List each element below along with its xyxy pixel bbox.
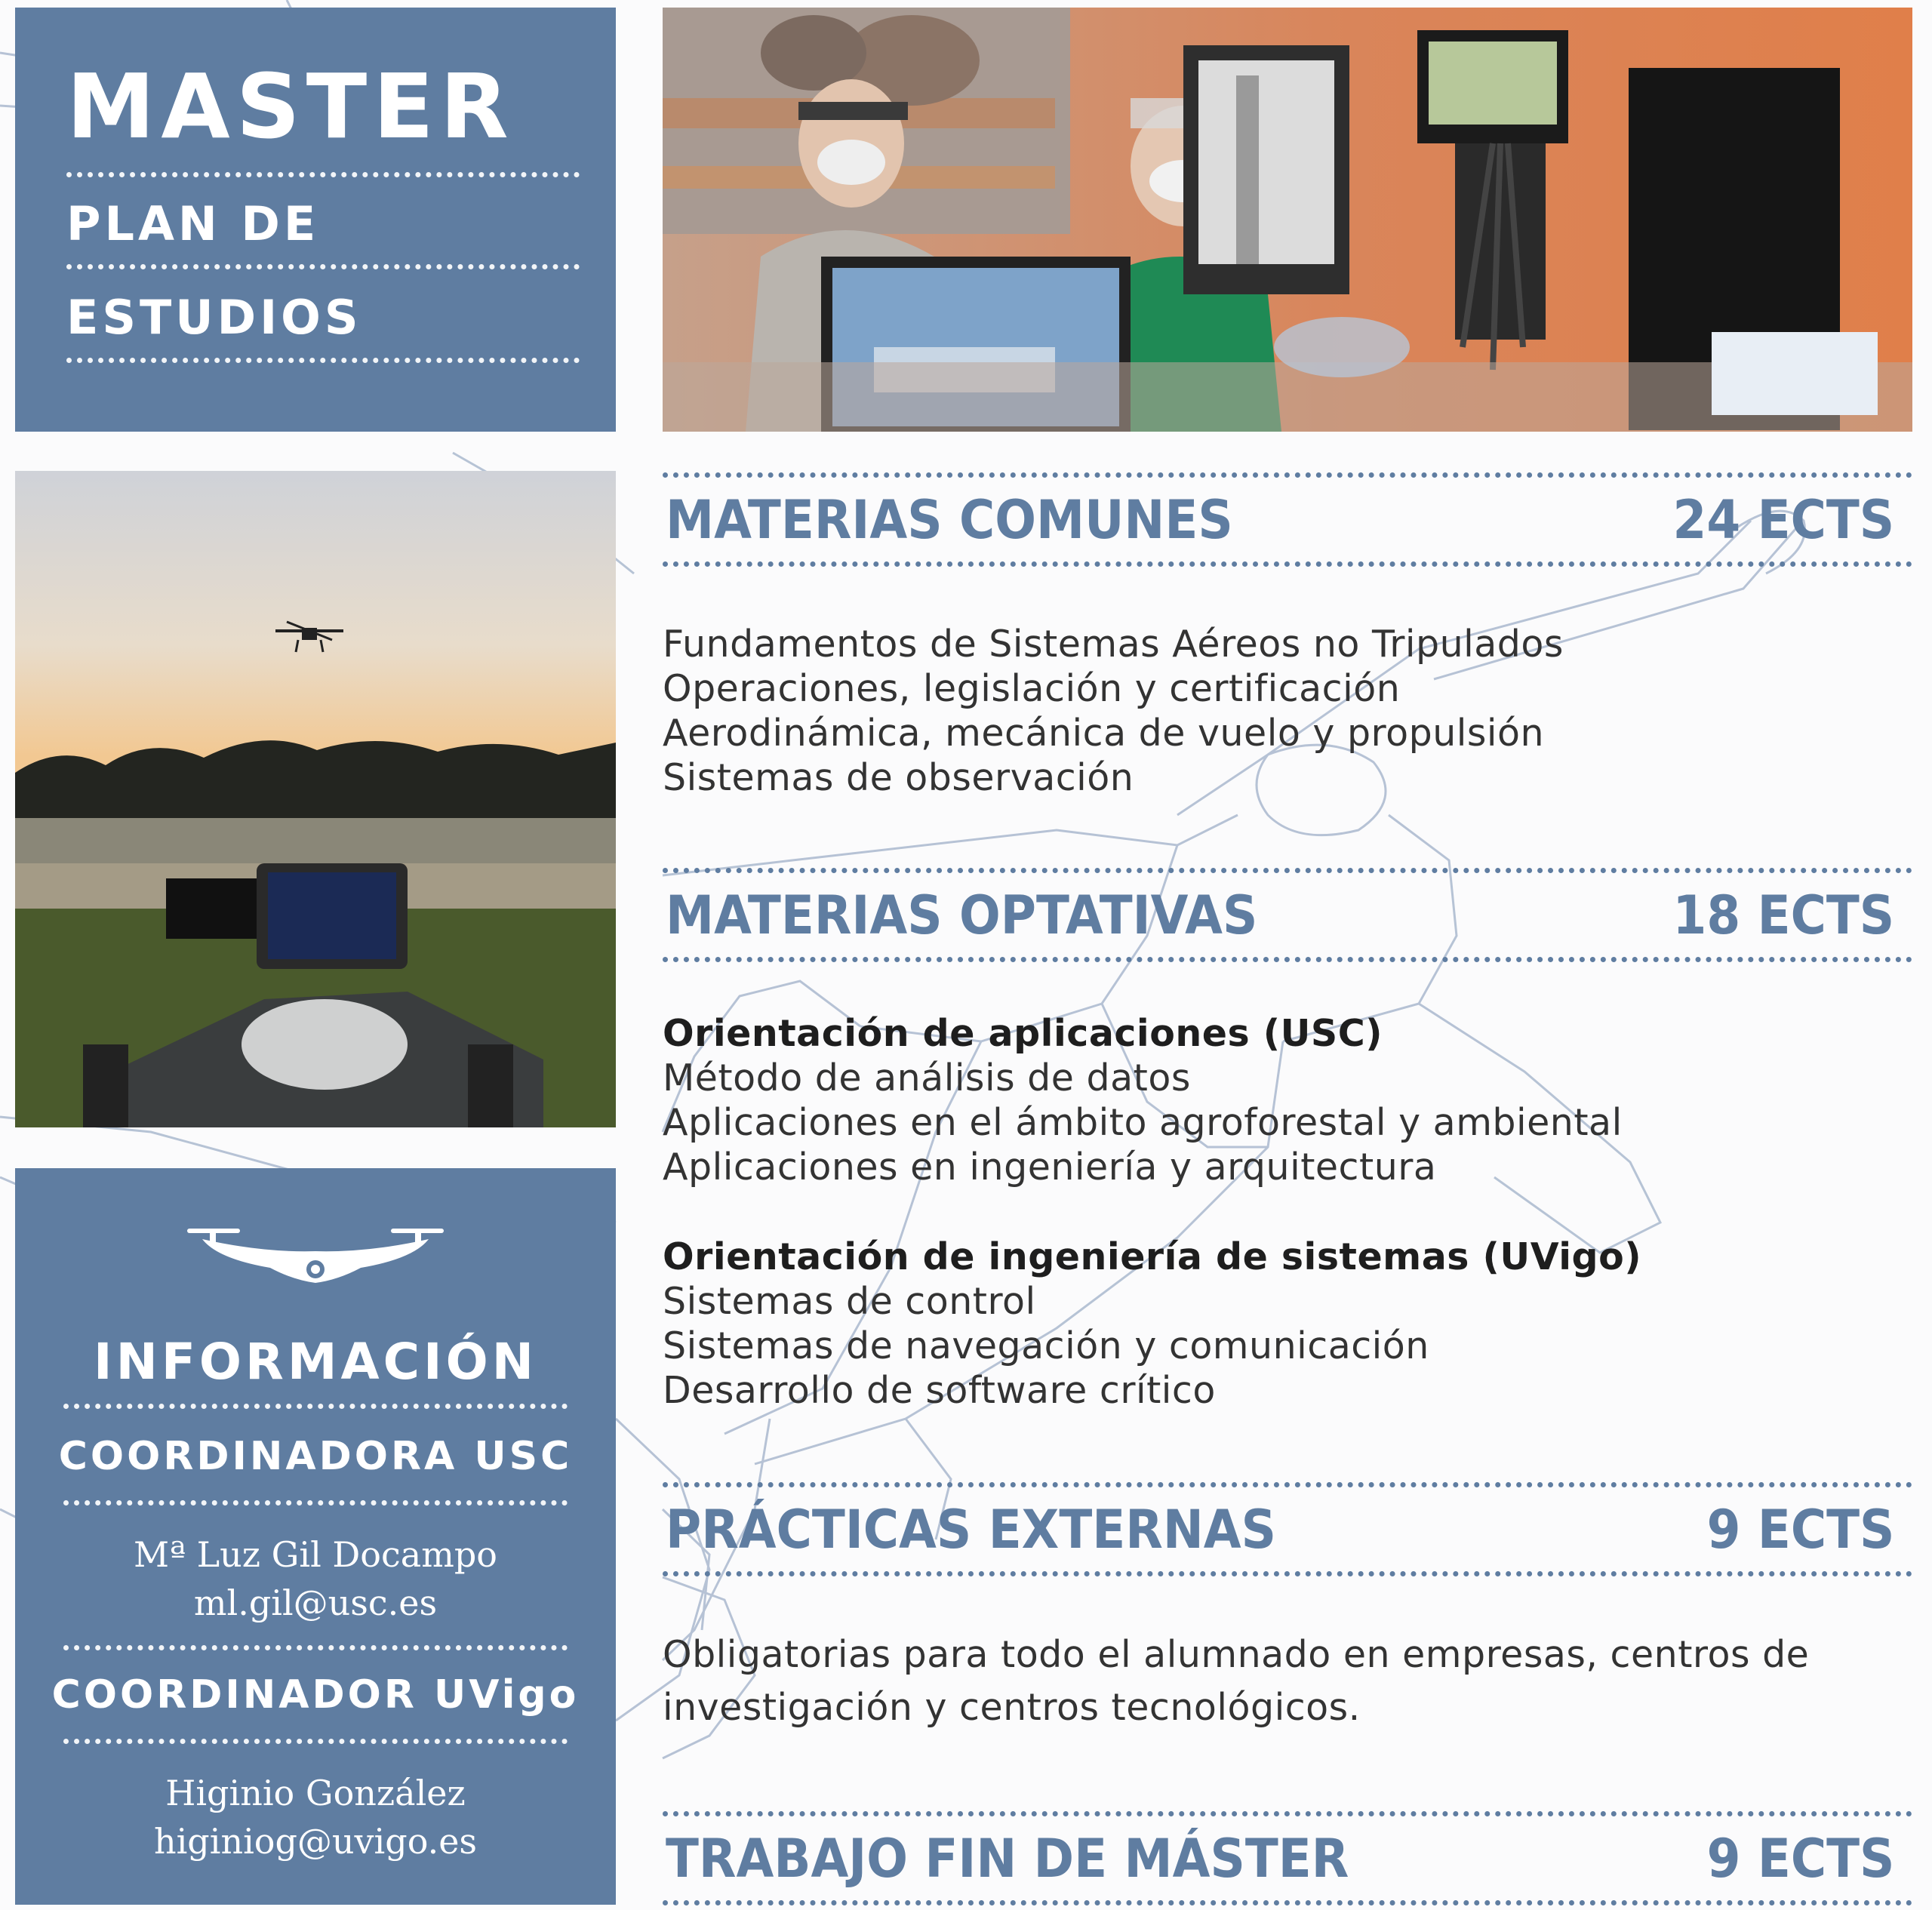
section-header-practicas [663, 1482, 1912, 1576]
course-list-optativas-usc [663, 1011, 1912, 1189]
drone-icon [187, 1220, 444, 1287]
divider [63, 1739, 568, 1744]
title-panel [15, 8, 616, 432]
list-item: Operaciones, legislación y certificación [663, 667, 1401, 710]
divider [663, 472, 1912, 478]
list-item: Fundamentos de Sistemas Aéreos no Tripulados [663, 623, 1564, 666]
section-ects: 24 ECTS [1672, 489, 1894, 551]
usc-coordinator-label: COORDINADORA USC [58, 1434, 573, 1479]
group-heading: Orientación de ingeniería de sistemas (UVigo) [663, 1235, 1642, 1278]
divider [63, 1645, 568, 1650]
usc-coordinator-email[interactable]: ml.gil@usc.es [193, 1582, 438, 1623]
classroom-photo-illustration [663, 8, 1912, 432]
divider [66, 264, 580, 269]
section-header-tfm [663, 1811, 1912, 1905]
classroom-photo [663, 8, 1912, 432]
usc-coordinator-name: Mª Luz Gil Docampo [134, 1534, 497, 1575]
divider [66, 358, 580, 363]
course-list-comunes [663, 622, 1912, 800]
section-title: PRÁCTICAS EXTERNAS [666, 1499, 1276, 1561]
list-item: Sistemas de navegación y comunicación [663, 1324, 1429, 1367]
list-item: Desarrollo de software crítico [663, 1369, 1216, 1412]
drone-field-photo [15, 471, 616, 1127]
list-item: Aerodinámica, mecánica de vuelo y propulsión [663, 712, 1545, 755]
divider [663, 868, 1912, 873]
divider [663, 1811, 1912, 1816]
list-item: Aplicaciones en el ámbito agroforestal y ambiental [663, 1101, 1623, 1144]
list-item: Sistemas de observación [663, 756, 1134, 799]
divider [63, 1500, 568, 1506]
divider [663, 1571, 1912, 1576]
section-ects: 9 ECTS [1706, 1499, 1894, 1561]
plan-de-label: PLAN DE [66, 196, 320, 251]
course-list-optativas-uvigo [663, 1235, 1912, 1413]
divider [663, 1900, 1912, 1905]
section-title: MATERIAS OPTATIVAS [666, 884, 1258, 946]
drone-field-photo-illustration [15, 471, 616, 1127]
list-item: Método de análisis de datos [663, 1056, 1191, 1100]
master-title: MASTER [66, 54, 515, 158]
estudios-label: ESTUDIOS [66, 290, 362, 345]
section-ects: 9 ECTS [1706, 1828, 1894, 1890]
uvigo-coordinator-email[interactable]: higiniog@uvigo.es [153, 1821, 478, 1862]
divider [663, 1482, 1912, 1487]
divider [66, 172, 580, 177]
section-title: TRABAJO FIN DE MÁSTER [666, 1828, 1349, 1890]
group-heading: Orientación de aplicaciones (USC) [663, 1012, 1383, 1055]
uvigo-coordinator-name: Higinio González [165, 1773, 466, 1813]
divider [63, 1404, 568, 1409]
section-header-optativas [663, 868, 1912, 961]
section-ects: 18 ECTS [1672, 884, 1894, 946]
section-title: MATERIAS COMUNES [666, 489, 1233, 551]
uvigo-coordinator-label: COORDINADOR UVigo [51, 1672, 580, 1718]
divider [663, 957, 1912, 962]
list-item: Aplicaciones en ingeniería y arquitectura [663, 1146, 1437, 1189]
list-item: Sistemas de control [663, 1280, 1036, 1323]
info-panel [15, 1168, 616, 1905]
divider [663, 561, 1912, 567]
info-heading: INFORMACIÓN [94, 1333, 537, 1391]
section-header-comunes [663, 472, 1912, 566]
practicas-description: Obligatorias para todo el alumnado en empresas, centros de investigación y centros tecnológicos. [663, 1633, 1810, 1729]
